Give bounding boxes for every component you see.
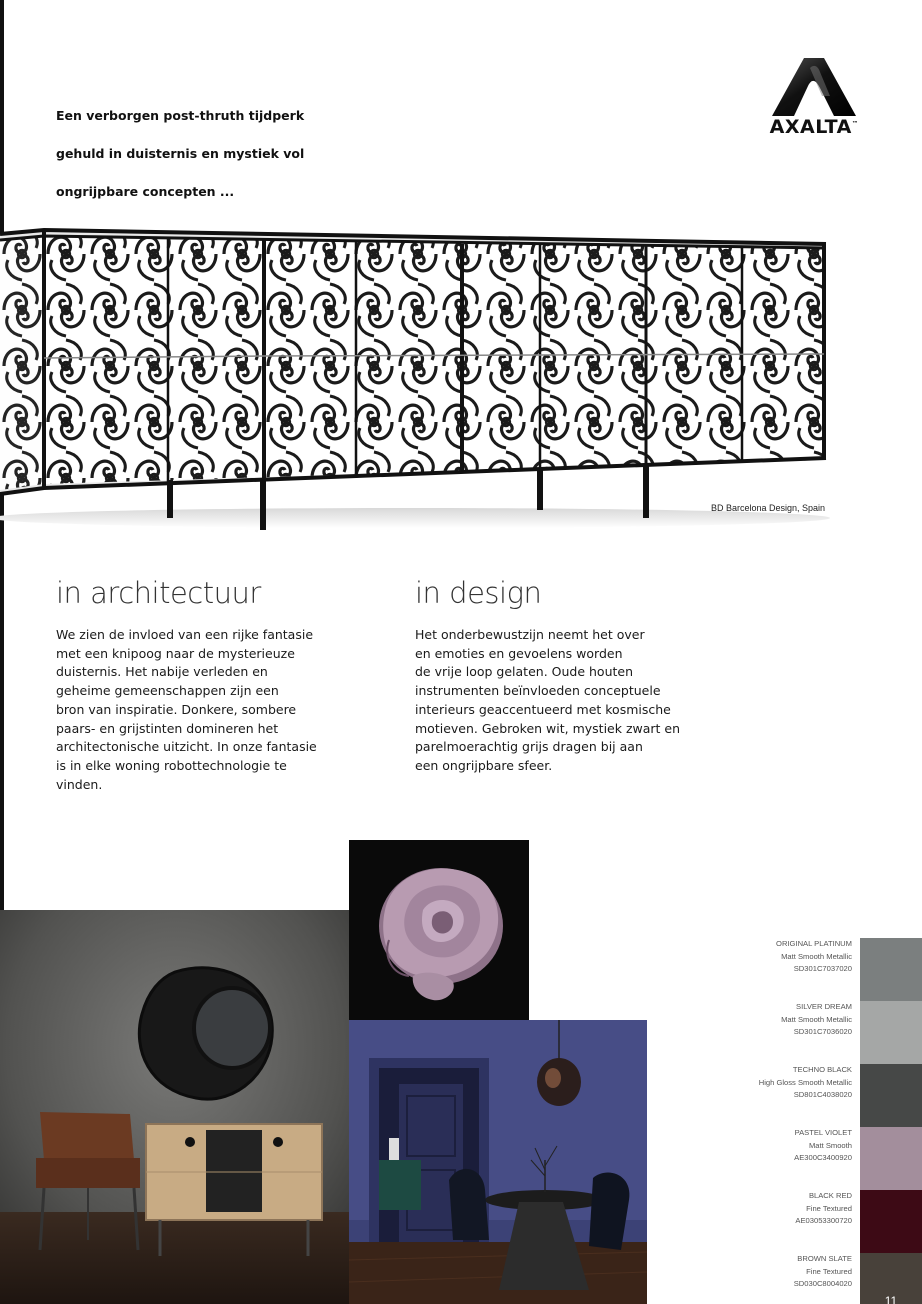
swatch-chip <box>860 1253 922 1304</box>
swatch-chip <box>860 1190 922 1253</box>
swatch-code: AE300C3400920 <box>794 1153 852 1162</box>
swatch-name: ORIGINAL PLATINUM <box>776 939 852 948</box>
swatch-label <box>776 938 852 976</box>
swatch-name: PASTEL VIOLET <box>794 1128 852 1137</box>
intro-line: Een verborgen post-thruth tijdperk <box>56 108 305 123</box>
swatch-black-red <box>700 1190 922 1253</box>
swatch-code: SD301C7037020 <box>793 964 852 973</box>
swatch-finish: Fine Textured <box>806 1203 852 1213</box>
swatch-pastel-violet <box>700 1127 922 1190</box>
swatch-code: SD301C7036020 <box>793 1027 852 1036</box>
concrete-interior-photo <box>0 910 350 1304</box>
swatch-techno-black <box>700 1064 922 1127</box>
swatch-name: SILVER DREAM <box>796 1002 852 1011</box>
swatch-code: AE03053300720 <box>795 1216 852 1225</box>
swatch-finish: Matt Smooth <box>808 1140 852 1150</box>
architecture-column <box>56 576 366 794</box>
swatch-name: TECHNO BLACK <box>792 1065 852 1074</box>
swatch-chip <box>860 1064 922 1127</box>
blue-room-photo <box>349 1020 647 1304</box>
swatch-finish: High Gloss Smooth Metallic <box>758 1077 852 1087</box>
wrought-iron-sideboard-photo <box>0 226 830 536</box>
swatch-name: BLACK RED <box>808 1191 852 1200</box>
swatch-chip <box>860 938 922 1001</box>
swatch-code: SD030C8004020 <box>793 1279 852 1288</box>
intro-line: gehuld in duisternis en mystiek vol <box>56 146 305 161</box>
swatch-label <box>794 1253 852 1291</box>
swatch-brown-slate <box>700 1253 922 1304</box>
swatch-finish: Matt Smooth Metallic <box>781 951 852 961</box>
swatch-original-platinum <box>700 938 922 1001</box>
swatch-label <box>795 1190 852 1228</box>
photo-credit: BD Barcelona Design, Spain <box>711 503 826 513</box>
swatch-name: BROWN SLATE <box>797 1254 852 1263</box>
intro-text <box>56 97 356 211</box>
swatch-label <box>759 1064 852 1102</box>
swatch-code: SD801C4038020 <box>793 1090 852 1099</box>
swatch-silver-dream <box>700 1001 922 1064</box>
swatch-label <box>794 1127 852 1165</box>
page-number: 11 <box>884 1294 898 1304</box>
axalta-logo <box>760 56 868 138</box>
swatch-chip <box>860 1127 922 1190</box>
swatch-finish: Fine Textured <box>806 1266 852 1276</box>
swatch-finish: Matt Smooth Metallic <box>781 1014 852 1024</box>
axalta-logo-mark <box>760 56 868 118</box>
architecture-heading: in architectuur <box>56 576 261 610</box>
architecture-body: We zien de invloed van een rijke fantasie met een knipoog naar de mysterieuze duisternis. Het nabije verleden en geheime gemeenschappen zijn een bron van inspiratie. Donkere, sombere paars- en grijstinten domineren het architectonische uitzicht. In onze fantasie is in elke woning robottechnologie te vinden. <box>56 627 317 792</box>
design-body: Het onderbewustzijn neemt het over en emoties en gevoelens worden de vrije loop gelaten. Oude houten instrumenten beïnvloeden conceptuele interieurs geaccentueerd met kosmische motieven. Gebroken wit, mystiek zwart en parelmoerachtig grijs dragen bij aan een ongrijpbare sfeer. <box>415 627 681 773</box>
intro-line: ongrijpbare concepten ... <box>56 184 235 199</box>
violet-rose-photo <box>349 840 529 1020</box>
design-column <box>415 576 725 776</box>
axalta-wordmark: AXALTA™ <box>769 116 859 138</box>
design-heading: in design <box>415 576 542 610</box>
swatch-label <box>781 1001 852 1039</box>
swatch-chip <box>860 1001 922 1064</box>
